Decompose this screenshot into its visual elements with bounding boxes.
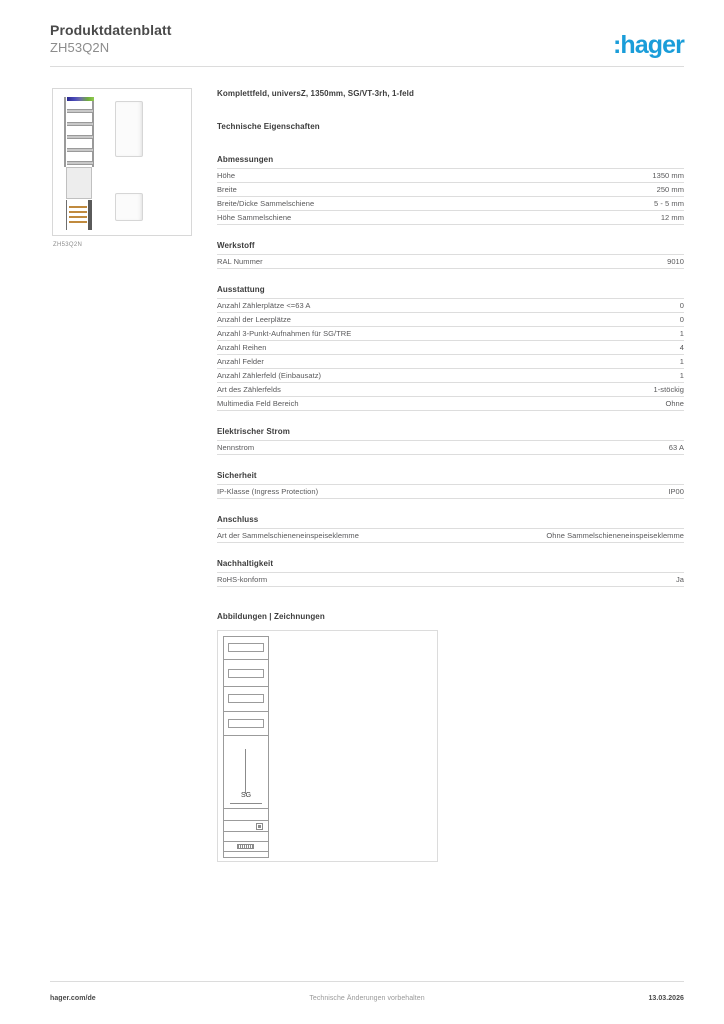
drawings-heading: Abbildungen | Zeichnungen [217,612,325,621]
busbar [69,221,87,223]
rail [67,148,93,152]
spec-key: Breite [217,183,488,197]
product-photo [52,88,192,236]
spec-group-title: Ausstattung [217,285,265,294]
spec-value: 250 mm [488,183,684,197]
terminal-block [237,844,254,849]
rail [67,135,93,139]
spec-value: 4 [488,341,684,355]
spec-group-title: Abmessungen [217,155,274,164]
hager-logo: :hager [612,31,684,59]
spec-value: 5 - 5 mm [488,197,684,211]
table-row [217,169,684,183]
spec-group-title: Nachhaltigkeit [217,559,274,568]
row-slot [228,669,264,678]
spec-key: RoHS-konform [217,573,488,587]
spec-group [217,426,684,455]
spec-value: 1350 mm [488,169,684,183]
rail [67,109,93,113]
page-footer [50,994,684,1006]
spec-key: Anzahl Felder [217,355,488,369]
rail-column [64,97,94,167]
middle-panel [66,167,92,199]
page-subtitle: ZH53Q2N [50,40,110,55]
product-photo-caption: ZH53Q2N [53,242,83,248]
row-slot [228,719,264,728]
spec-group [217,558,684,587]
table-row [217,369,684,383]
table-row [217,183,684,197]
mounting-bar [88,200,92,230]
rail [67,122,93,126]
page-title: Produktdatenblatt [50,22,172,38]
lower-section [224,809,268,821]
top-color-strip [67,97,94,101]
spec-value: Ohne [488,397,684,411]
spec-key: Höhe [217,169,488,183]
footer-note: Technische Änderungen vorbehalten [309,995,425,1002]
main-content [217,88,684,862]
spec-key: Anzahl der Leerplätze [217,313,488,327]
sg-label: SG [240,792,252,799]
footer-divider [50,981,684,982]
cover-panel-small [115,193,143,221]
spec-group [217,284,684,411]
table-row [217,355,684,369]
spec-value: 12 mm [488,211,684,225]
cover-panel-tall [115,101,143,157]
table-row [217,485,684,499]
busbar [69,216,87,218]
spec-group [217,154,684,225]
spec-table [217,168,684,225]
spec-key: Anzahl Zählerfeld (Einbausatz) [217,369,488,383]
spec-key: RAL Nummer [217,255,488,269]
sg-divider-line [245,749,246,794]
spec-group-title: Elektrischer Strom [217,427,290,436]
spec-key: Anzahl Reihen [217,341,488,355]
spec-group-title: Sicherheit [217,471,257,480]
spec-table [217,440,684,455]
knob-icon [256,823,263,830]
busbar-zone [66,200,92,230]
spec-group-title: Anschluss [217,515,259,524]
technical-drawing [217,630,438,862]
table-row [217,197,684,211]
footer-date: 13.03.2026 [648,995,684,1002]
table-row [217,255,684,269]
table-row [217,211,684,225]
spec-group-title: Werkstoff [217,241,255,250]
table-row [217,441,684,455]
table-row [217,313,684,327]
spec-key: Höhe Sammelschiene [217,211,488,225]
table-row [217,299,684,313]
spec-table [217,254,684,269]
spec-value: Ja [488,573,684,587]
table-row [217,397,684,411]
page-header [50,22,684,62]
spec-key: Art der Sammelschieneneinspeiseklemme [217,529,488,543]
spec-groups [217,154,684,587]
spec-value: 1 [488,355,684,369]
spec-key: Art des Zählerfelds [217,383,488,397]
table-row [217,327,684,341]
spec-value: IP00 [488,485,684,499]
spec-value: 9010 [488,255,684,269]
product-name: Komplettfeld, universZ, 1350mm, SG/VT-3rh, 1-feld [217,89,414,98]
spec-value: 1-stöckig [488,383,684,397]
spec-key: Anzahl Zählerplätze <=63 A [217,299,488,313]
spec-key: Multimedia Feld Bereich [217,397,488,411]
spec-value: 0 [488,313,684,327]
spec-key: Anzahl 3-Punkt-Aufnahmen für SG/TRE [217,327,488,341]
table-row [217,341,684,355]
footer-website[interactable]: hager.com/de [50,995,96,1002]
cabinet-outline [223,636,269,858]
spec-value: 63 A [488,441,684,455]
spec-table [217,572,684,587]
table-row [217,573,684,587]
technical-properties-heading: Technische Eigenschaften [217,122,320,131]
spec-key: Nennstrom [217,441,488,455]
header-divider [50,66,684,67]
spec-group [217,514,684,543]
sg-underline [230,803,262,804]
row-slot [228,694,264,703]
spec-value: 0 [488,299,684,313]
spec-key: IP-Klasse (Ingress Protection) [217,485,488,499]
row-slot [228,643,264,652]
table-row [217,529,684,543]
busbar [69,206,87,208]
spec-value: 1 [488,369,684,383]
busbar [69,211,87,213]
spec-group [217,470,684,499]
table-row [217,383,684,397]
product-frame-graphic [64,97,94,230]
spec-value: 1 [488,327,684,341]
spec-table [217,528,684,543]
spec-group [217,240,684,269]
lower-section [224,832,268,842]
rail [67,161,93,165]
spec-table [217,298,684,411]
spec-key: Breite/Dicke Sammelschiene [217,197,488,211]
spec-value: Ohne Sammelschieneneinspeiseklemme [488,529,684,543]
spec-table [217,484,684,499]
